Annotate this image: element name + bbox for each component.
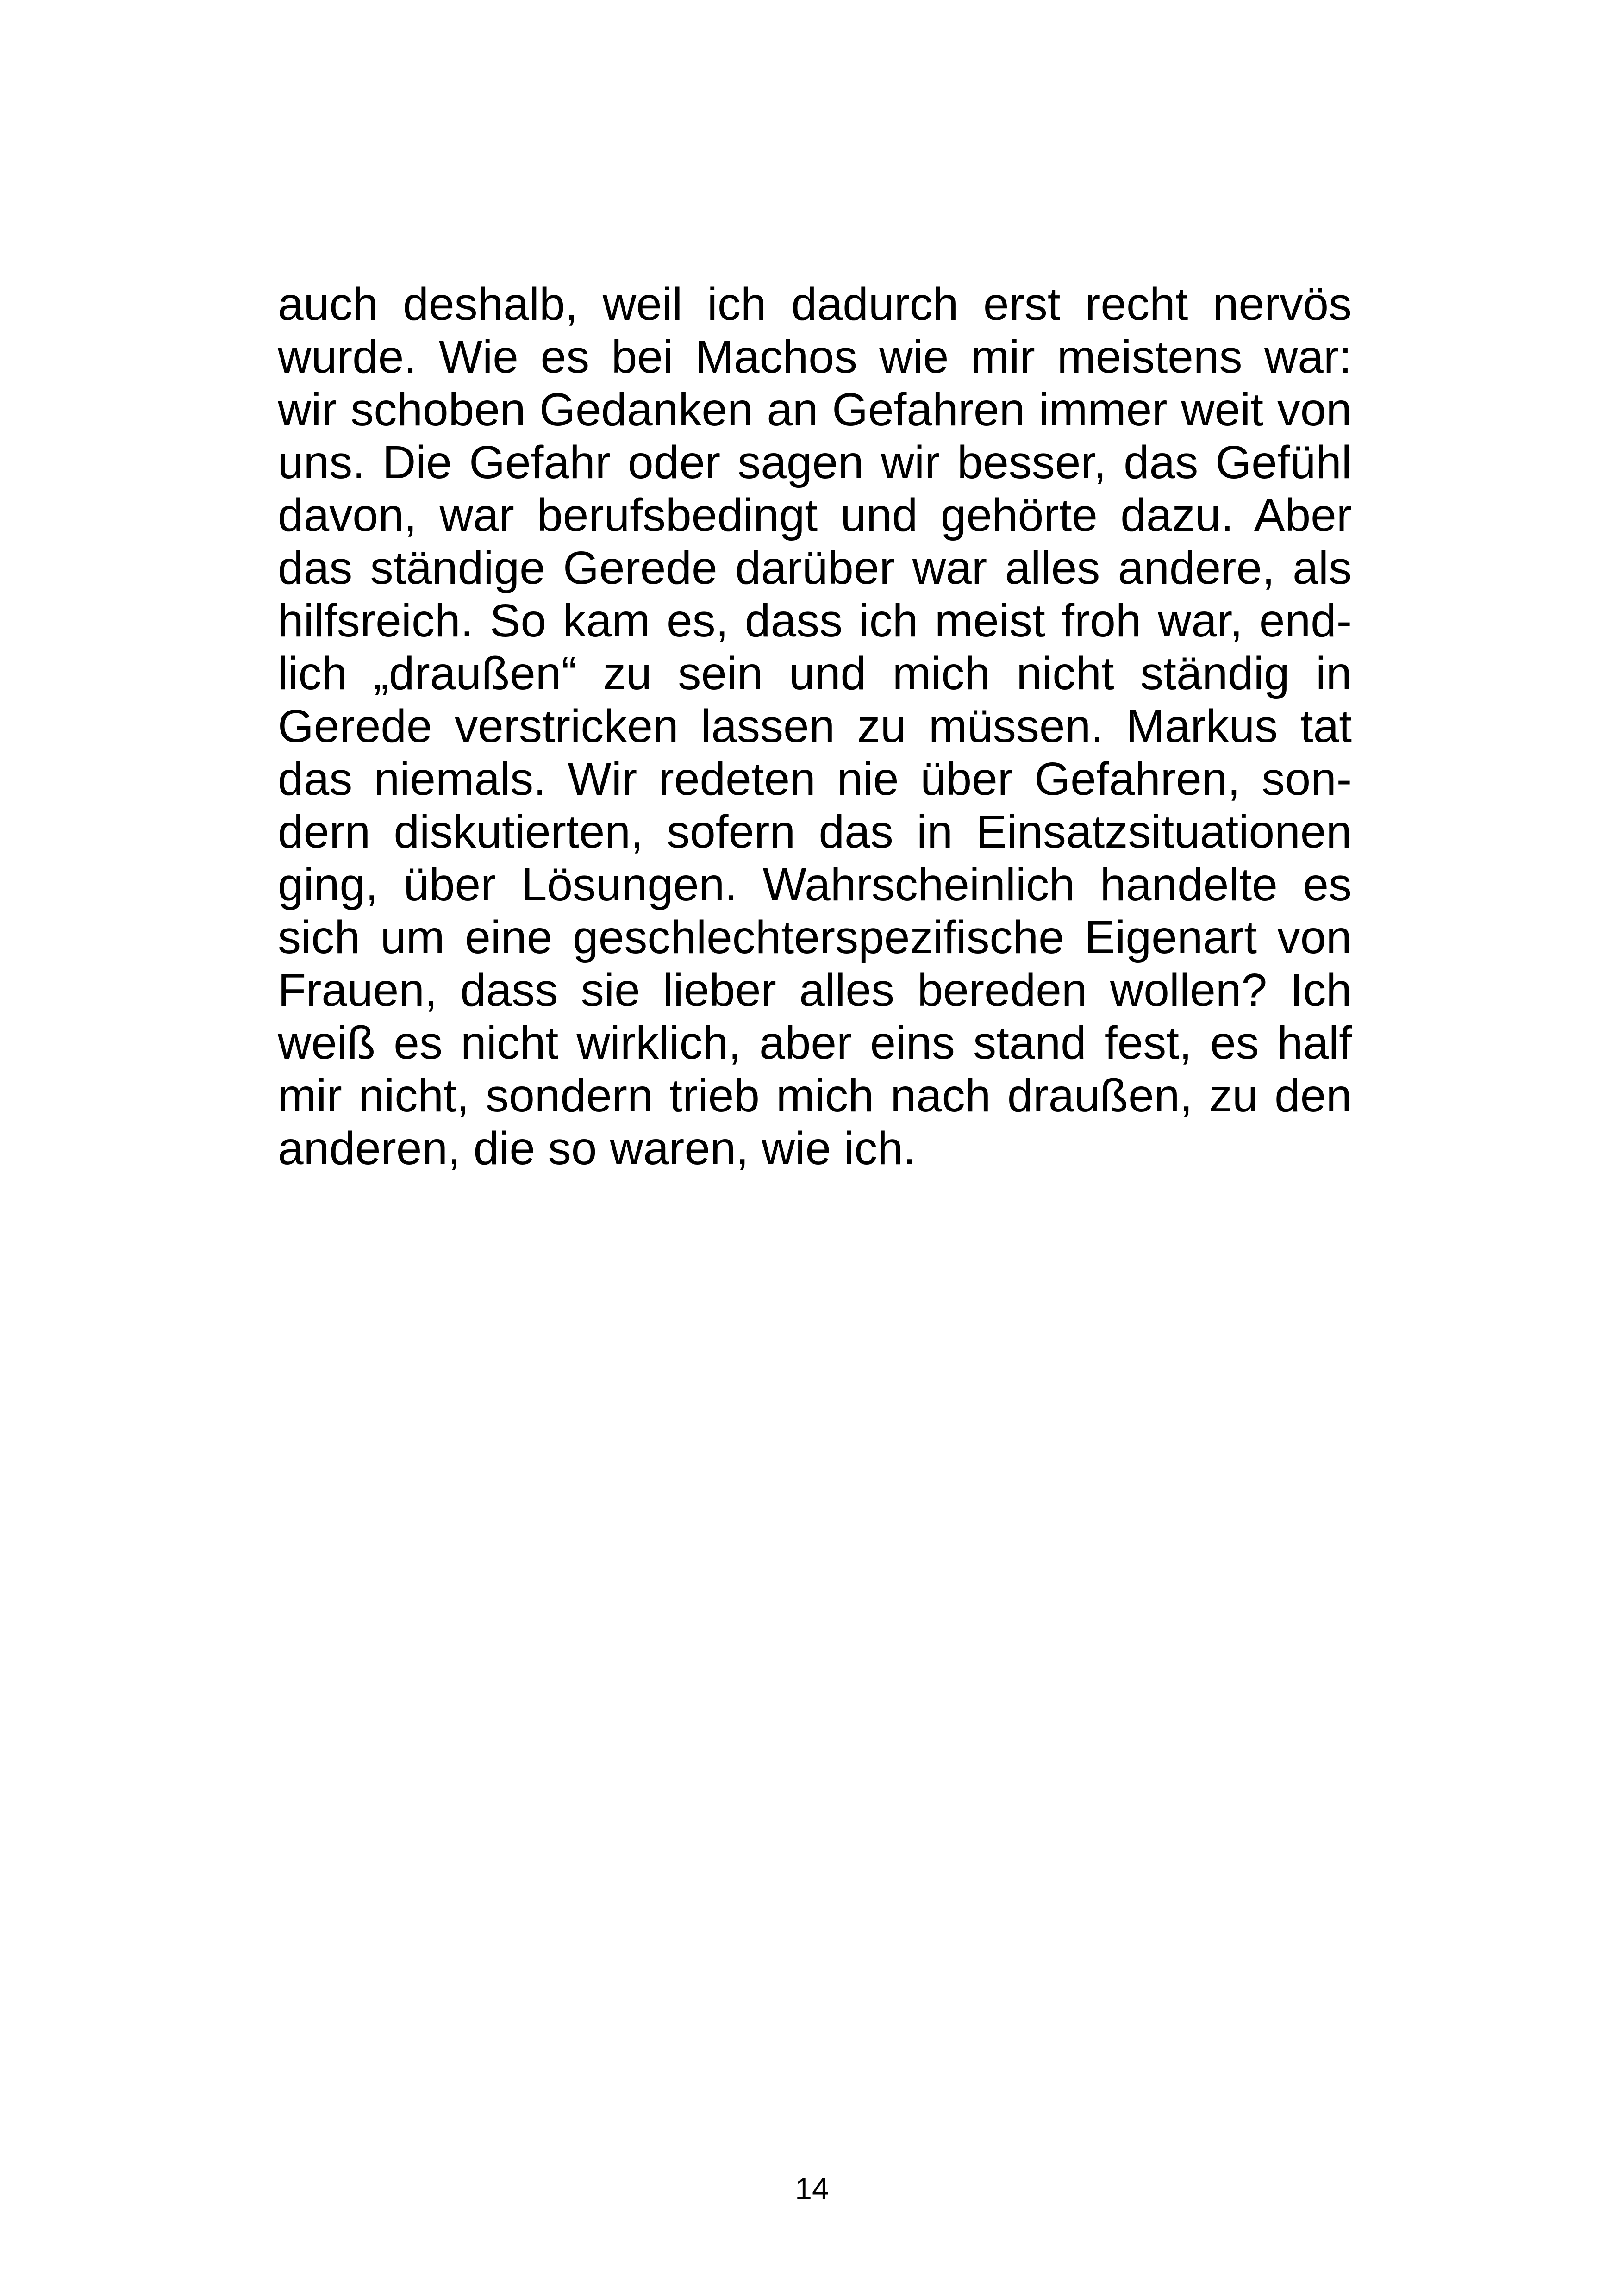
- text-line: mir nicht, sondern trieb mich nach draußen, zu den: [278, 1070, 1352, 1122]
- text-line: Gerede verstricken lassen zu müssen. Markus tat: [278, 700, 1352, 752]
- body-paragraph: [278, 278, 1352, 1175]
- text-line: anderen, die so waren, wie ich.: [278, 1123, 916, 1174]
- text-line: Frauen, dass sie lieber alles bereden wollen? Ich: [278, 964, 1352, 1016]
- text-line: ging, über Lösungen. Wahrscheinlich handelte es: [278, 859, 1352, 911]
- text-line: wir schoben Gedanken an Gefahren immer weit von: [278, 384, 1352, 436]
- text-line: uns. Die Gefahr oder sagen wir besser, das Gefühl: [278, 437, 1352, 488]
- text-line: davon, war berufsbedingt und gehörte dazu. Aber: [278, 489, 1352, 541]
- text-line: das ständige Gerede darüber war alles andere, als: [278, 542, 1352, 594]
- text-line: auch deshalb, weil ich dadurch erst recht nervös: [278, 278, 1352, 330]
- text-line: lich „draußen“ zu sein und mich nicht ständig in: [278, 648, 1352, 699]
- text-line: wurde. Wie es bei Machos wie mir meistens war:: [278, 331, 1352, 383]
- text-line: hilfsreich. So kam es, dass ich meist froh war, end-: [278, 595, 1352, 647]
- text-line: weiß es nicht wirklich, aber eins stand fest, es half: [278, 1017, 1352, 1069]
- page-number: 14: [795, 2171, 829, 2206]
- text-line: das niemals. Wir redeten nie über Gefahren, son-: [278, 753, 1352, 805]
- text-line: dern diskutierten, sofern das in Einsatzsituationen: [278, 806, 1352, 858]
- text-line: sich um eine geschlechterspezifische Eigenart von: [278, 911, 1352, 963]
